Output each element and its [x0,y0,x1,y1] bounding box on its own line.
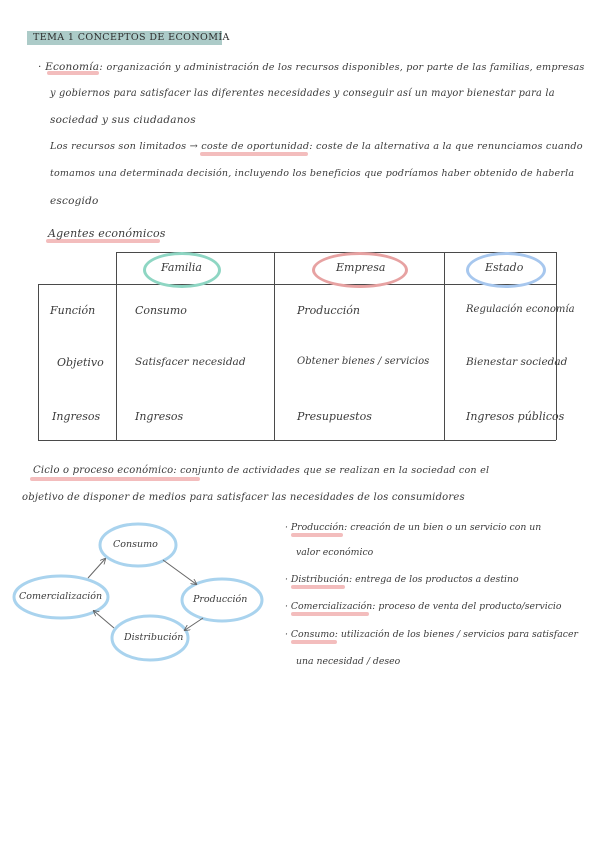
intro-line-6: escogido [50,195,99,207]
intro-line-3: sociedad y sus ciudadanos [50,114,196,126]
bullet-distribucion [285,574,519,585]
intro-line-2: y gobiernos para satisfacer las diferentes necesidades y conseguir así un mayor bienestar para la [50,88,555,99]
bullet-comercializacion-term: · Comercialización: [285,601,376,612]
bullet-distribucion-text: entrega de los productos a destino [355,574,519,585]
row-label-funcion: Función [50,304,96,317]
bullet-produccion-text: creación de un bien o un servicio con un [350,522,542,533]
node-produccion: Producción [193,594,248,605]
agentes-heading: Agentes económicos [48,227,166,240]
cell-estado-funcion: Regulación economía [466,304,575,315]
node-consumo: Consumo [113,539,158,550]
cell-empresa-objetivo: Obtener bienes / servicios [297,356,430,367]
col-familia: Familia [161,261,202,274]
coste-definition: coste de la alternativa a la que renunciamos cuando [316,141,583,152]
coste-oportunidad-term: coste de oportunidad: [201,141,313,152]
ciclo-line-2: objetivo de disponer de medios para satisfacer las necesidades de los consumidores [22,492,465,503]
cell-estado-ingresos: Ingresos públicos [466,410,565,423]
comercializacion-underline [291,612,369,616]
economia-definition: organización y administración de los recursos disponibles, por parte de las familias, empresas [106,62,585,73]
cell-familia-funcion: Consumo [135,304,187,317]
bullet-produccion-term: · Producción: [285,522,348,533]
bullet-distribucion-term: · Distribución: [285,574,353,585]
arrow-distribucion-comercializacion [94,611,114,628]
row-label-ingresos: Ingresos [52,410,101,423]
distribucion-underline [291,585,345,589]
cell-empresa-funcion: Producción [297,304,360,317]
cell-familia-ingresos: Ingresos [135,410,184,423]
ciclo-heading: Ciclo o proceso económico [33,465,174,476]
ciclo-definition: : conjunto de actividades que se realizan en la sociedad con el [173,465,490,476]
produccion-underline [291,533,343,537]
economia-term: · Economía: [38,61,103,73]
arrow-consumo-produccion [163,560,196,584]
row-label-objetivo: Objetivo [57,356,104,369]
consumo-underline [291,640,337,644]
bullet-consumo-text: utilización de los bienes / servicios para satisfacer [340,629,578,640]
cell-empresa-ingresos: Presupuestos [297,410,372,423]
node-comercializacion: Comercialización [19,591,103,602]
bullet-consumo-term: · Consumo: [285,629,338,640]
node-distribucion: Distribución [124,632,184,643]
cell-estado-objetivo: Bienestar sociedad [466,356,568,368]
page-title: TEMA 1 CONCEPTOS DE ECONOMÍA [33,32,230,43]
bullet-produccion [285,522,541,533]
bullet-consumo-cont: una necesidad / deseo [296,656,401,667]
bullet-consumo [285,629,578,640]
arrow-produccion-distribucion [185,618,203,630]
intro-line-5: tomamos una determinada decisión, incluyendo los beneficios que podríamos haber obtenido de haberla [50,168,575,179]
col-empresa: Empresa [336,261,386,274]
recursos-text: Los recursos son limitados → [50,141,198,152]
cell-familia-objetivo: Satisfacer necesidad [135,356,246,368]
bullet-produccion-cont: valor económico [296,547,374,558]
bullet-comercializacion-text: proceso de venta del producto/servicio [378,601,562,612]
col-estado: Estado [485,261,524,274]
arrow-comercializacion-consumo [88,559,105,578]
bullet-comercializacion [285,601,561,612]
